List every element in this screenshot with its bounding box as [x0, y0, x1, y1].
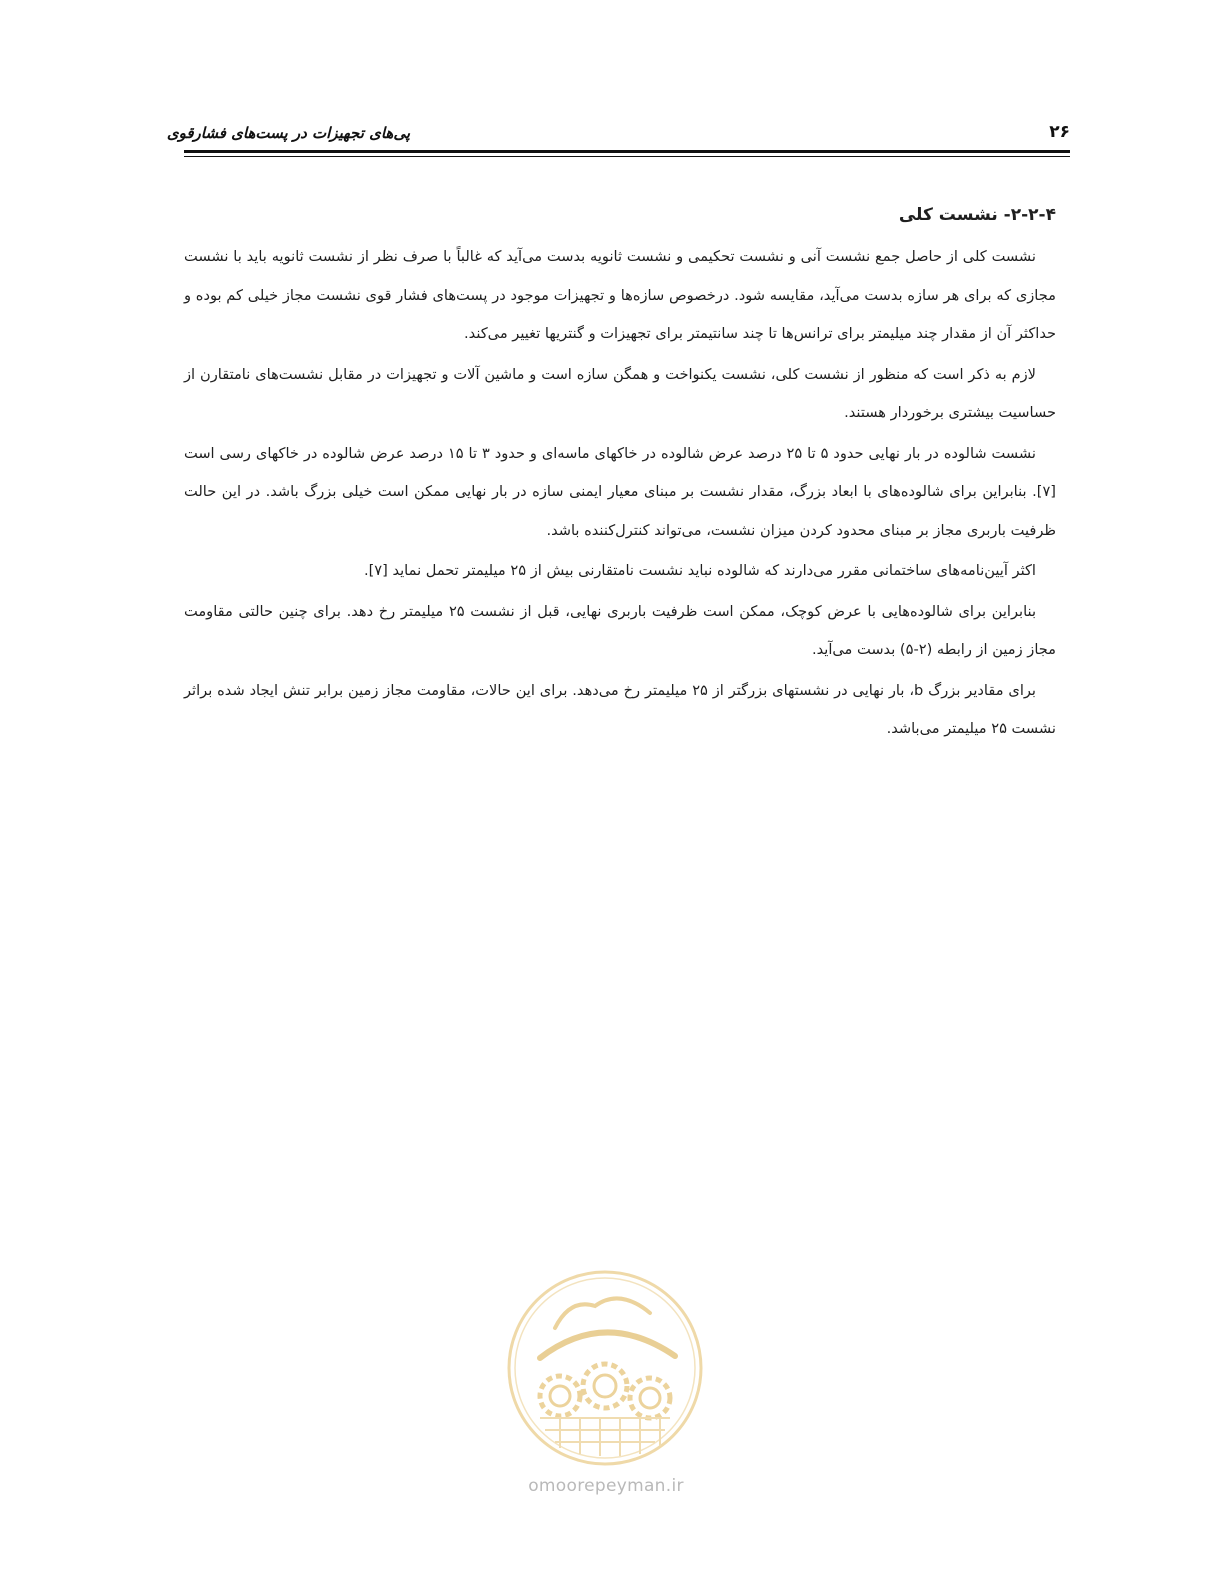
paragraph-2: لازم به ذکر است که منظور از نشست کلی، نشست یکنواخت و همگن سازه است و ماشین آلات و تجهیزات در مقابل نشست‌های نامتقارن از حساسیت بیشتری برخوردار هستند.	[184, 365, 1056, 421]
watermark-seal-icon	[500, 1268, 710, 1468]
paragraph-6: برای مقادیر بزرگ b، بار نهایی در نشستهای بزرگتر از ۲۵ میلیمتر رخ می‌دهد. برای این حالات، مقاومت مجاز زمین برابر تنش ایجاد شده براثر نشست ۲۵ میلیمتر می‌باشد.	[184, 681, 1056, 737]
section-heading: ۲-۲-۴- نشست کلی	[898, 205, 1056, 225]
paragraph-1: نشست کلی از حاصل جمع نشست آنی و نشست تحکیمی و نشست ثانویه بدست می‌آید که غالباً با صرف نظر از نشست ثانویه باید با نشست مجازی که برای هر سازه بدست می‌آید، مقایسه شود. درخصوص سازه‌ها و تجهیزات موجود در پست‌های فشار قوی نشست مجاز خیلی کم بوده و حداکثر آن از مقدار چند میلیمتر برای ترانس‌ها تا چند سانتیمتر برای تجهیزات و گنتریها تغییر می‌کند.	[184, 248, 1056, 342]
main-content	[184, 200, 1056, 751]
header-rule-thin	[184, 156, 1070, 157]
page-number: ۲۶	[1049, 122, 1070, 142]
watermark-logo	[500, 1268, 710, 1468]
running-head-title: پی‌های تجهیزات در پست‌های فشارقوی	[166, 124, 410, 142]
watermark-url: omoorepeyman.ir	[528, 1476, 684, 1496]
paragraph-4: اکثر آیین‌نامه‌های ساختمانی مقرر می‌دارند که شالوده نباید نشست نامتقارنی بیش از ۲۵ میلیمتر تحمل نماید [۷].	[363, 562, 1036, 579]
header-rule-thick	[184, 150, 1070, 153]
paragraph-5: بنابراین برای شالوده‌هایی با عرض کوچک، ممکن است ظرفیت باربری نهایی، قبل از نشست ۲۵ میلیمتر رخ دهد. برای چنین حالتی مقاومت مجاز زمین از رابطه (۲-۵) بدست می‌آید.	[184, 602, 1056, 658]
paragraph-3: نشست شالوده در بار نهایی حدود ۵ تا ۲۵ درصد عرض شالوده در خاکهای ماسه‌ای و حدود ۳ تا ۱۵ درصد عرض شالوده در خاکهای رسی است [۷]. بنابراین برای شالوده‌های با ابعاد بزرگ، مقدار نشست بر مبنای معیار ایمنی سازه در بار نهایی ممکن است خیلی بزرگ باشد. در این حالت ظرفیت باربری مجاز بر مبنای محدود کردن میزان نشست، می‌تواند کنترل‌کننده باشد.	[184, 444, 1056, 539]
page-header	[166, 120, 1070, 160]
